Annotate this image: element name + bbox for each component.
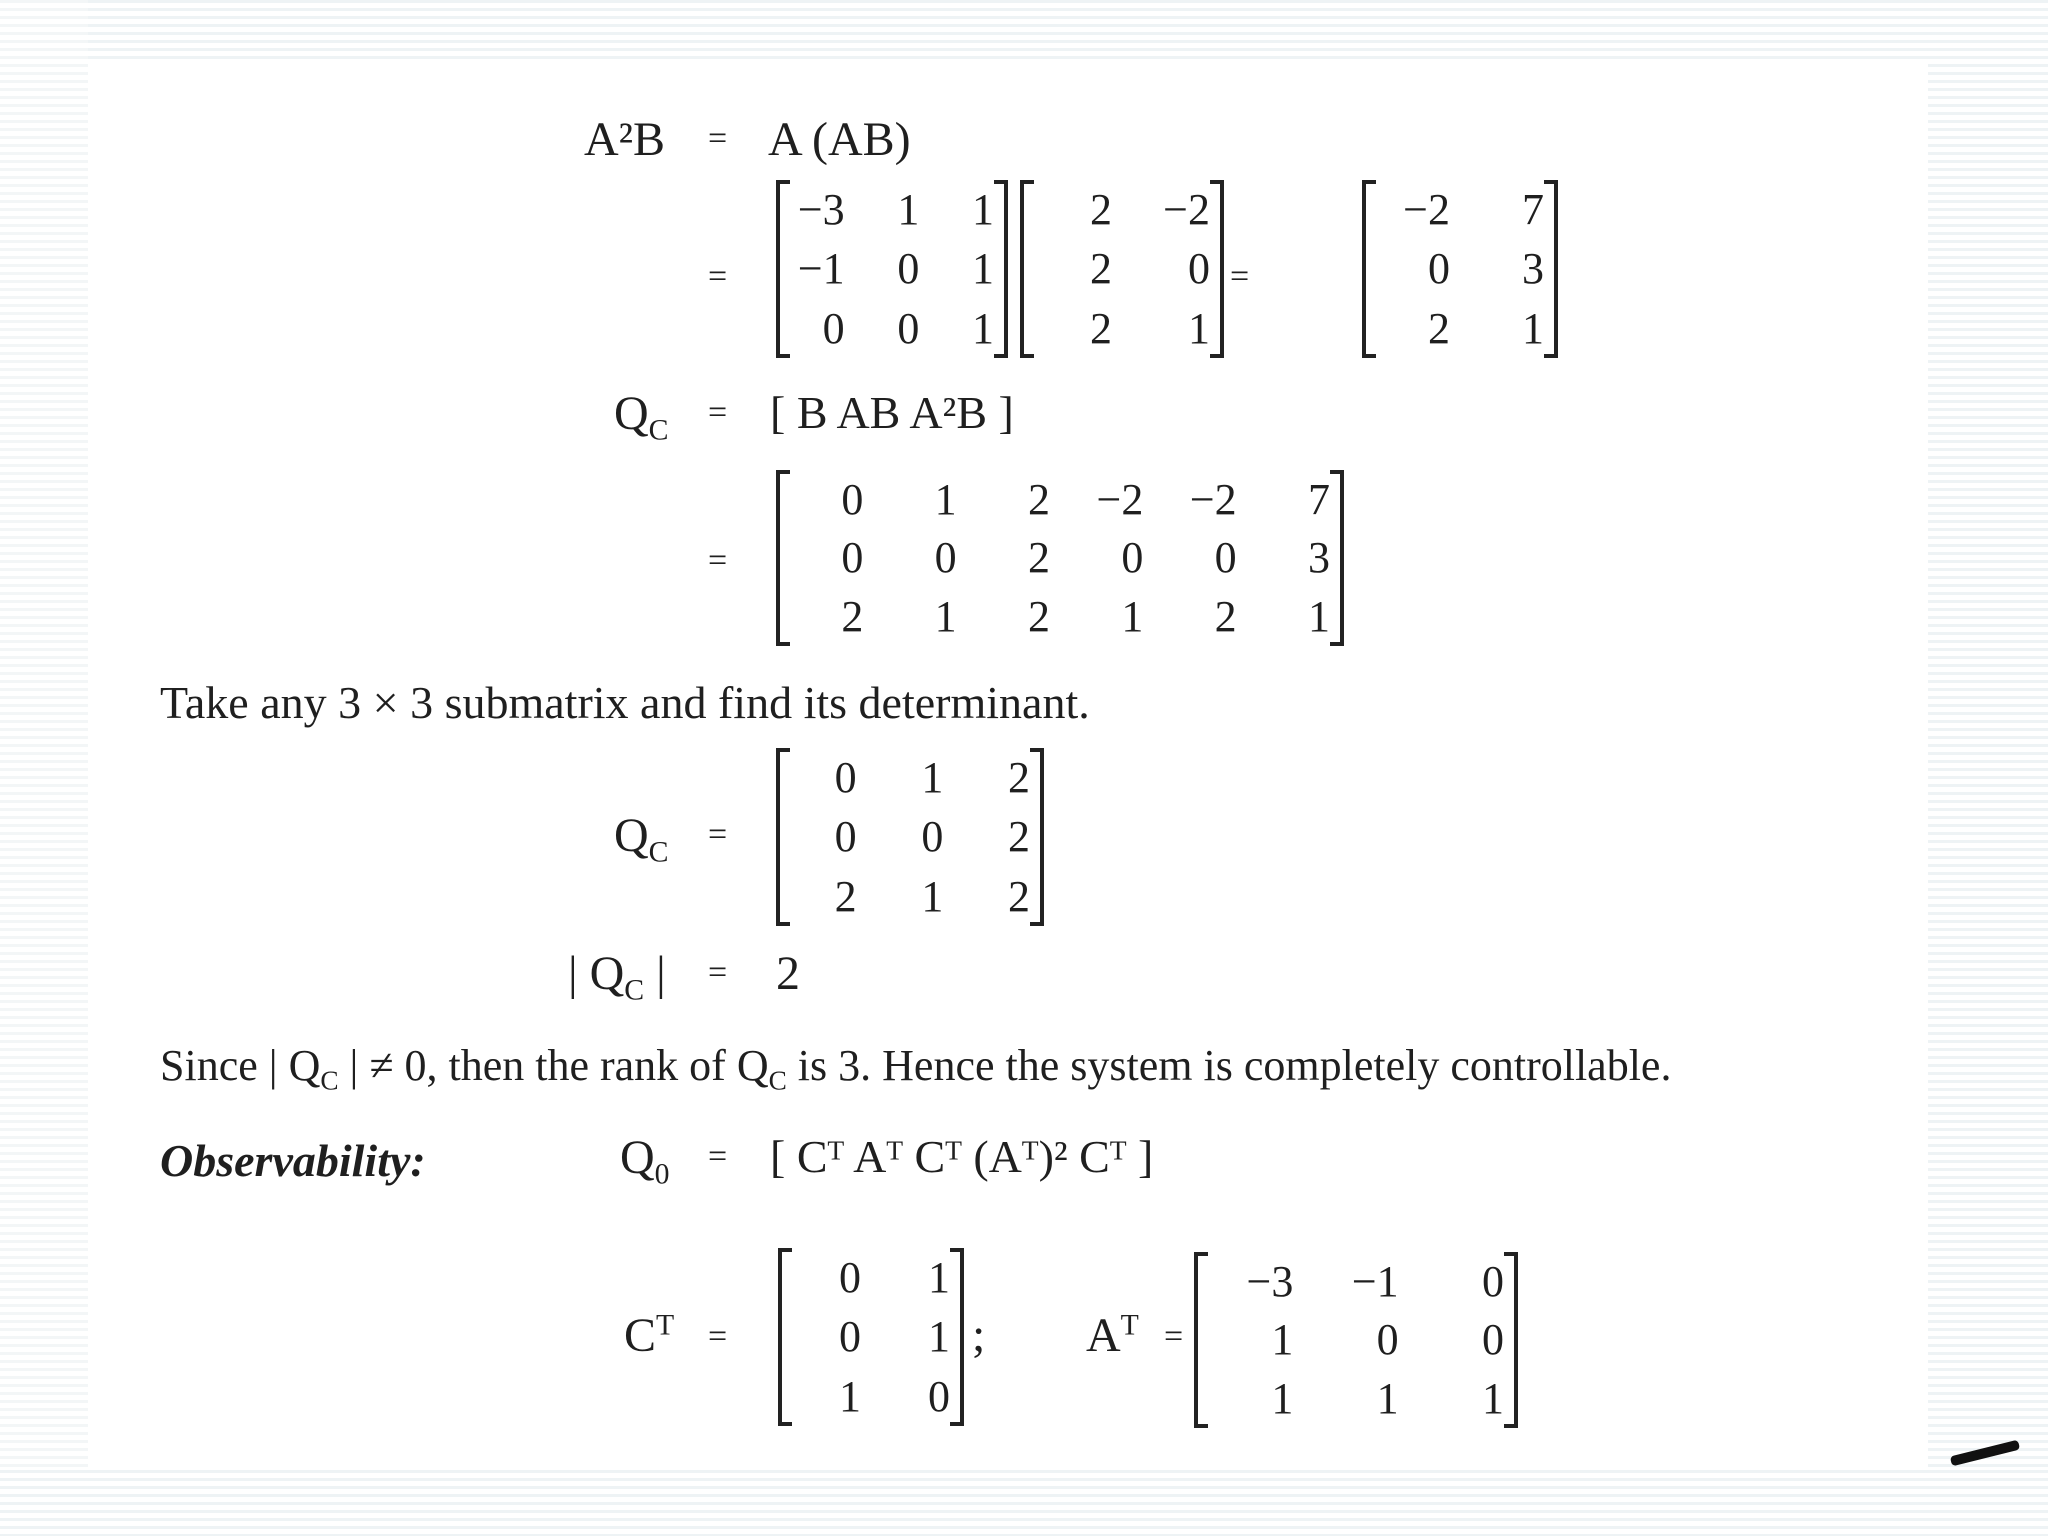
matrix-cell: 1 bbox=[934, 474, 957, 524]
matrix-qc-full bbox=[776, 470, 1344, 646]
matrix-cell: 0 bbox=[1214, 533, 1237, 583]
a2b-label: A²B bbox=[584, 113, 666, 166]
qc-sub-label: $Q_C$ bbox=[614, 809, 669, 869]
matrix-cell: 1 bbox=[1376, 1374, 1399, 1424]
matrix-cell: 0 bbox=[934, 533, 957, 583]
matrix-cell: −1 bbox=[797, 244, 845, 294]
matrix-cell: 7 bbox=[1308, 474, 1330, 524]
matrix-cell: 0 bbox=[841, 474, 864, 524]
scan-border-bottom bbox=[0, 1470, 2048, 1536]
qo-label: $Q_0$ bbox=[620, 1131, 670, 1191]
matrix-cell: 1 bbox=[1121, 592, 1144, 642]
matrix-cell: 1 bbox=[928, 1312, 950, 1362]
take-submatrix-text: Take any 3 × 3 submatrix and find its determinant. bbox=[160, 677, 1090, 728]
matrix-grid bbox=[780, 470, 1340, 646]
matrix-cell: 0 bbox=[1428, 244, 1450, 294]
qo-definition: [ Cᵀ Aᵀ Cᵀ (Aᵀ)² Cᵀ ] bbox=[770, 1131, 1154, 1182]
matrix-cell: 1 bbox=[921, 753, 944, 803]
matrix-cell: 3 bbox=[1522, 244, 1544, 294]
matrix-cell: −3 bbox=[797, 185, 845, 235]
matrix-cell: 2 bbox=[1428, 303, 1450, 353]
scan-border-right bbox=[1928, 0, 2048, 1536]
matrix-cell: 1 bbox=[1188, 303, 1210, 353]
matrix-cell: 2 bbox=[1007, 753, 1030, 803]
matrix-cell: 1 bbox=[971, 303, 994, 353]
matrix-cell: 0 bbox=[1121, 533, 1144, 583]
qc-determinant-label: | $Q_C$ | bbox=[568, 947, 666, 1007]
matrix-cell: 2 bbox=[1007, 812, 1030, 862]
matrix-cell: 0 bbox=[839, 1253, 861, 1303]
qc-label: $Q_C$ bbox=[614, 387, 669, 447]
equals-sign: = bbox=[708, 542, 728, 579]
matrix-cell: 7 bbox=[1522, 185, 1544, 235]
matrix-cell: 2 bbox=[1090, 303, 1112, 353]
equals-sign: = bbox=[708, 954, 728, 991]
matrix-cell: 1 bbox=[1308, 592, 1330, 642]
matrix-grid bbox=[782, 1248, 960, 1426]
semicolon: ; bbox=[972, 1309, 986, 1362]
matrix-cell: 0 bbox=[1188, 244, 1210, 294]
matrix-cell: 2 bbox=[1214, 592, 1237, 642]
matrix-cell: 0 bbox=[928, 1371, 950, 1421]
matrix-cell: 0 bbox=[921, 812, 944, 862]
equals-sign: = bbox=[708, 816, 728, 853]
matrix-cell: 1 bbox=[971, 244, 994, 294]
matrix-cell: 2 bbox=[1090, 244, 1112, 294]
matrix-grid bbox=[1366, 180, 1554, 358]
matrix-cell: 1 bbox=[928, 1253, 950, 1303]
matrix-cell: 0 bbox=[822, 303, 845, 353]
matrix-cell: 2 bbox=[1028, 592, 1050, 642]
matrix-qc-sub bbox=[776, 748, 1044, 926]
matrix-cell: 2 bbox=[1028, 474, 1050, 524]
matrix-cell: 1 bbox=[1522, 303, 1544, 353]
qc-definition: [ B AB A²B ] bbox=[770, 387, 1014, 438]
document-page bbox=[88, 68, 1928, 1468]
equals-sign: = bbox=[708, 394, 728, 431]
at-label: $A^T$ bbox=[1086, 1308, 1139, 1362]
matrix-cell: −3 bbox=[1246, 1256, 1294, 1306]
equals-sign: = bbox=[708, 1138, 728, 1175]
matrix-ab bbox=[1020, 180, 1224, 358]
controllability-conclusion: Since | $Q_C$ | ≠ 0, then the rank of $Q_C$ is 3. Hence the system is completely controllable. bbox=[160, 1041, 1672, 1096]
matrix-cell: 1 bbox=[1271, 1374, 1294, 1424]
equals-sign: = bbox=[1230, 258, 1250, 295]
matrix-cell: 1 bbox=[934, 592, 957, 642]
observability-heading: Observability: bbox=[160, 1135, 426, 1186]
ct-label: $C^T$ bbox=[624, 1308, 675, 1362]
matrix-cell: 1 bbox=[839, 1371, 861, 1421]
matrix-cell: 1 bbox=[1482, 1374, 1504, 1424]
matrix-grid bbox=[780, 748, 1040, 926]
matrix-cell: −2 bbox=[1096, 474, 1144, 524]
matrix-cell: 0 bbox=[834, 753, 857, 803]
matrix-grid bbox=[1198, 1252, 1514, 1428]
matrix-grid bbox=[780, 180, 1004, 358]
matrix-cell: 2 bbox=[834, 871, 857, 921]
scan-border-left bbox=[0, 0, 88, 1536]
matrix-cell: 0 bbox=[1482, 1256, 1504, 1306]
qc-determinant-value: 2 bbox=[776, 947, 800, 1000]
matrix-at bbox=[1194, 1252, 1518, 1428]
matrix-cell: 0 bbox=[897, 244, 920, 294]
matrix-ct bbox=[778, 1248, 964, 1426]
matrix-cell: 3 bbox=[1308, 533, 1330, 583]
matrix-cell: −2 bbox=[1163, 185, 1210, 235]
matrix-cell: −1 bbox=[1351, 1256, 1399, 1306]
matrix-cell: −2 bbox=[1189, 474, 1237, 524]
matrix-cell: 2 bbox=[841, 592, 864, 642]
matrix-cell: 2 bbox=[1090, 185, 1112, 235]
matrix-cell: −2 bbox=[1403, 185, 1450, 235]
scan-border-top bbox=[0, 0, 2048, 60]
matrix-cell: 0 bbox=[1482, 1315, 1504, 1365]
matrix-cell: 1 bbox=[921, 871, 944, 921]
matrix-cell: 1 bbox=[971, 185, 994, 235]
matrix-cell: 0 bbox=[1376, 1315, 1399, 1365]
matrix-cell: 0 bbox=[839, 1312, 861, 1362]
matrix-grid bbox=[1024, 180, 1220, 358]
equals-sign: = bbox=[708, 258, 728, 295]
equals-sign: = bbox=[708, 1318, 728, 1355]
matrix-cell: 2 bbox=[1007, 871, 1030, 921]
matrix-cell: 0 bbox=[897, 303, 920, 353]
matrix-cell: 1 bbox=[1271, 1315, 1294, 1365]
equals-sign: = bbox=[1164, 1318, 1184, 1355]
matrix-a bbox=[776, 180, 1008, 358]
matrix-cell: 2 bbox=[1028, 533, 1050, 583]
matrix-cell: 1 bbox=[897, 185, 920, 235]
equals-sign: = bbox=[708, 120, 728, 157]
matrix-cell: 0 bbox=[841, 533, 864, 583]
matrix-cell: 0 bbox=[834, 812, 857, 862]
matrix-a2b bbox=[1362, 180, 1558, 358]
a2b-definition: A (AB) bbox=[768, 113, 911, 166]
